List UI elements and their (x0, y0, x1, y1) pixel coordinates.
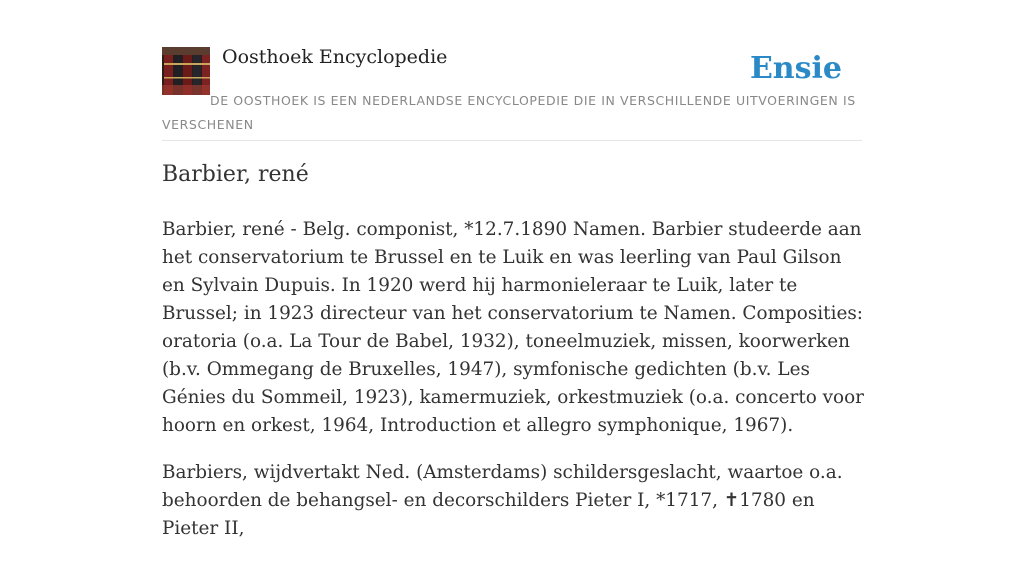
article-body (162, 216, 864, 562)
page (162, 0, 864, 539)
site-header (162, 0, 862, 141)
article-paragraph: Barbier, rené - Belg. componist, *12.7.1890 Namen. Barbier studeerde aan het conservatorium te Brussel en te Luik en was leerling van Paul Gilson en Sylvain Dupuis. In 1920 werd hij harmonieleraar te Luik, later te Brussel; in 1923 directeur van het conservatorium te Namen. Composities: oratoria (o.a. La Tour de Babel, 1932), toneelmuziek, missen, koorwerken (b.v. Ommegang de Bruxelles, 1947), symfonische gedichten (b.v. Les Génies du Sommeil, 1923), kamermuziek, orkestmuziek (o.a. concerto voor hoorn en orkest, 1964, Introduction et allegro symphonique, 1967). (162, 219, 864, 436)
site-tagline: DE OOSTHOEK IS EEN NEDERLANDSE ENCYCLOPEDIE DIE IN VERSCHILLENDE UITVOERINGEN IS VERSCHENEN (162, 93, 856, 132)
article-title: Barbier, rené (162, 162, 309, 187)
article-paragraph: Barbiers, wijdvertakt Ned. (Amsterdams) schildersgeslacht, waartoe o.a. behoorden de behangsel- en decorschilders Pieter I, *1717, ✝1780 en Pieter II, (162, 462, 843, 539)
site-name[interactable]: Oosthoek Encyclopedie (222, 46, 448, 68)
brand-logo[interactable]: Ensie (749, 51, 842, 86)
site-avatar[interactable] (162, 47, 210, 95)
book-spines-icon (162, 47, 210, 95)
